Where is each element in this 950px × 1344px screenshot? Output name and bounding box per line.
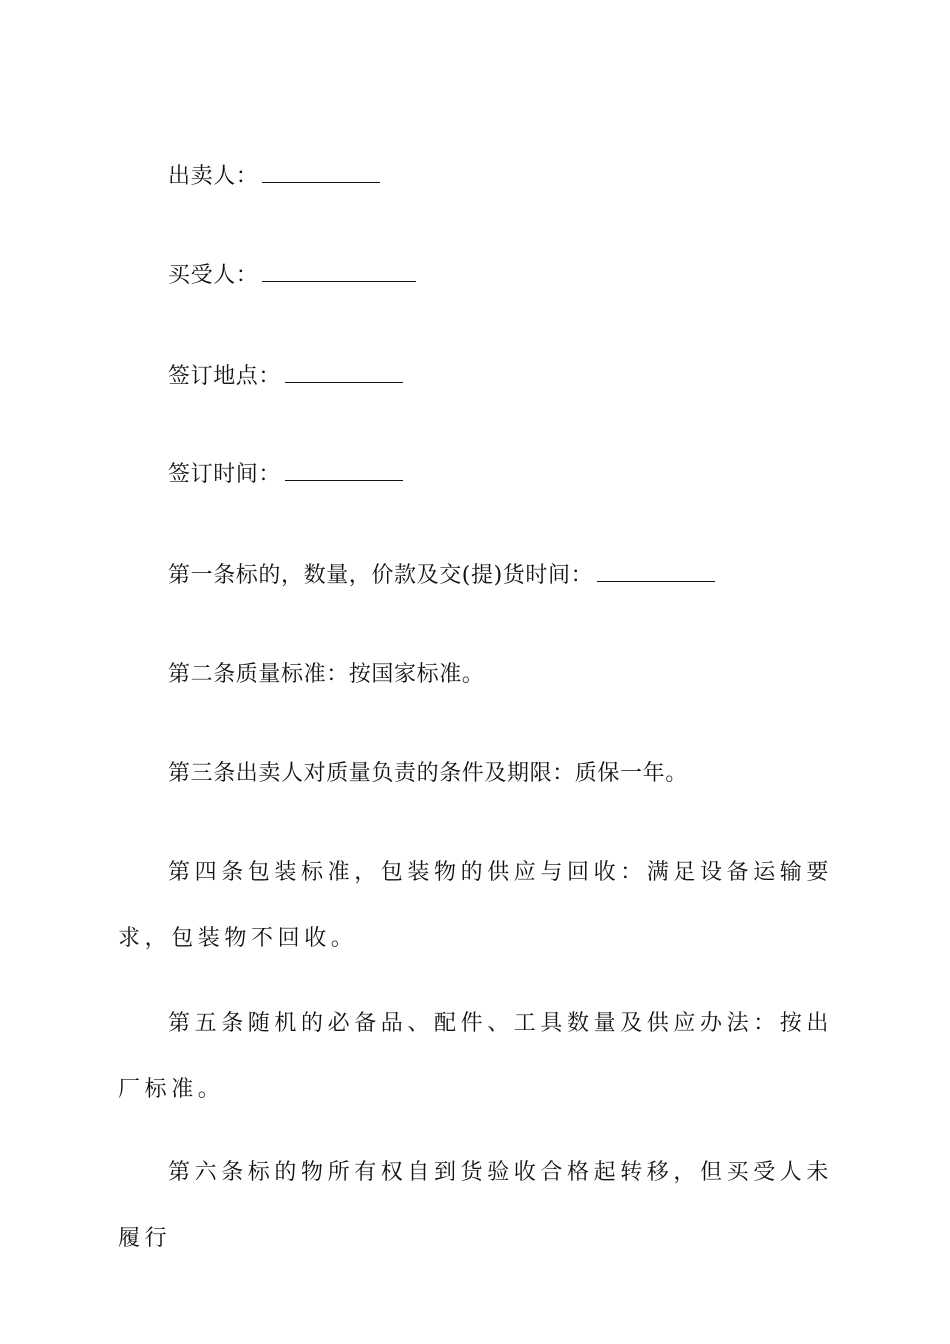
article-6 [118, 1140, 834, 1272]
sign-place-blank[interactable] [285, 362, 403, 383]
article-1 [168, 561, 715, 591]
seller-line [168, 162, 380, 192]
sign-time-blank[interactable] [285, 460, 403, 481]
seller-label: 出卖人： [168, 164, 259, 189]
article-2-text: 第二条质量标准：按国家标准。 [168, 662, 485, 687]
article-2 [168, 660, 484, 690]
buyer-label: 买受人： [168, 263, 259, 288]
article-5 [118, 991, 834, 1123]
article-1-blank[interactable] [597, 561, 715, 582]
article-1-text: 第一条标的，数量，价款及交(提)货时间： [168, 563, 594, 588]
article-6-text: 第六条标的物所有权自到货验收合格起转移，但买受人未履行 [118, 1160, 834, 1251]
buyer-blank[interactable] [262, 261, 416, 282]
seller-blank[interactable] [262, 162, 380, 183]
article-5-text: 第五条随机的必备品、配件、工具数量及供应办法：按出厂标准。 [118, 1011, 834, 1102]
article-3-text: 第三条出卖人对质量负责的条件及期限：质保一年。 [168, 761, 688, 786]
sign-time-line [168, 460, 403, 490]
article-4-text: 第四条包装标准，包装物的供应与回收：满足设备运输要求，包装物不回收。 [118, 860, 834, 951]
article-3 [168, 759, 688, 789]
sign-place-label: 签订地点： [168, 364, 282, 389]
article-4 [118, 840, 834, 972]
sign-time-label: 签订时间： [168, 462, 282, 487]
sign-place-line [168, 362, 403, 392]
buyer-line [168, 261, 416, 291]
